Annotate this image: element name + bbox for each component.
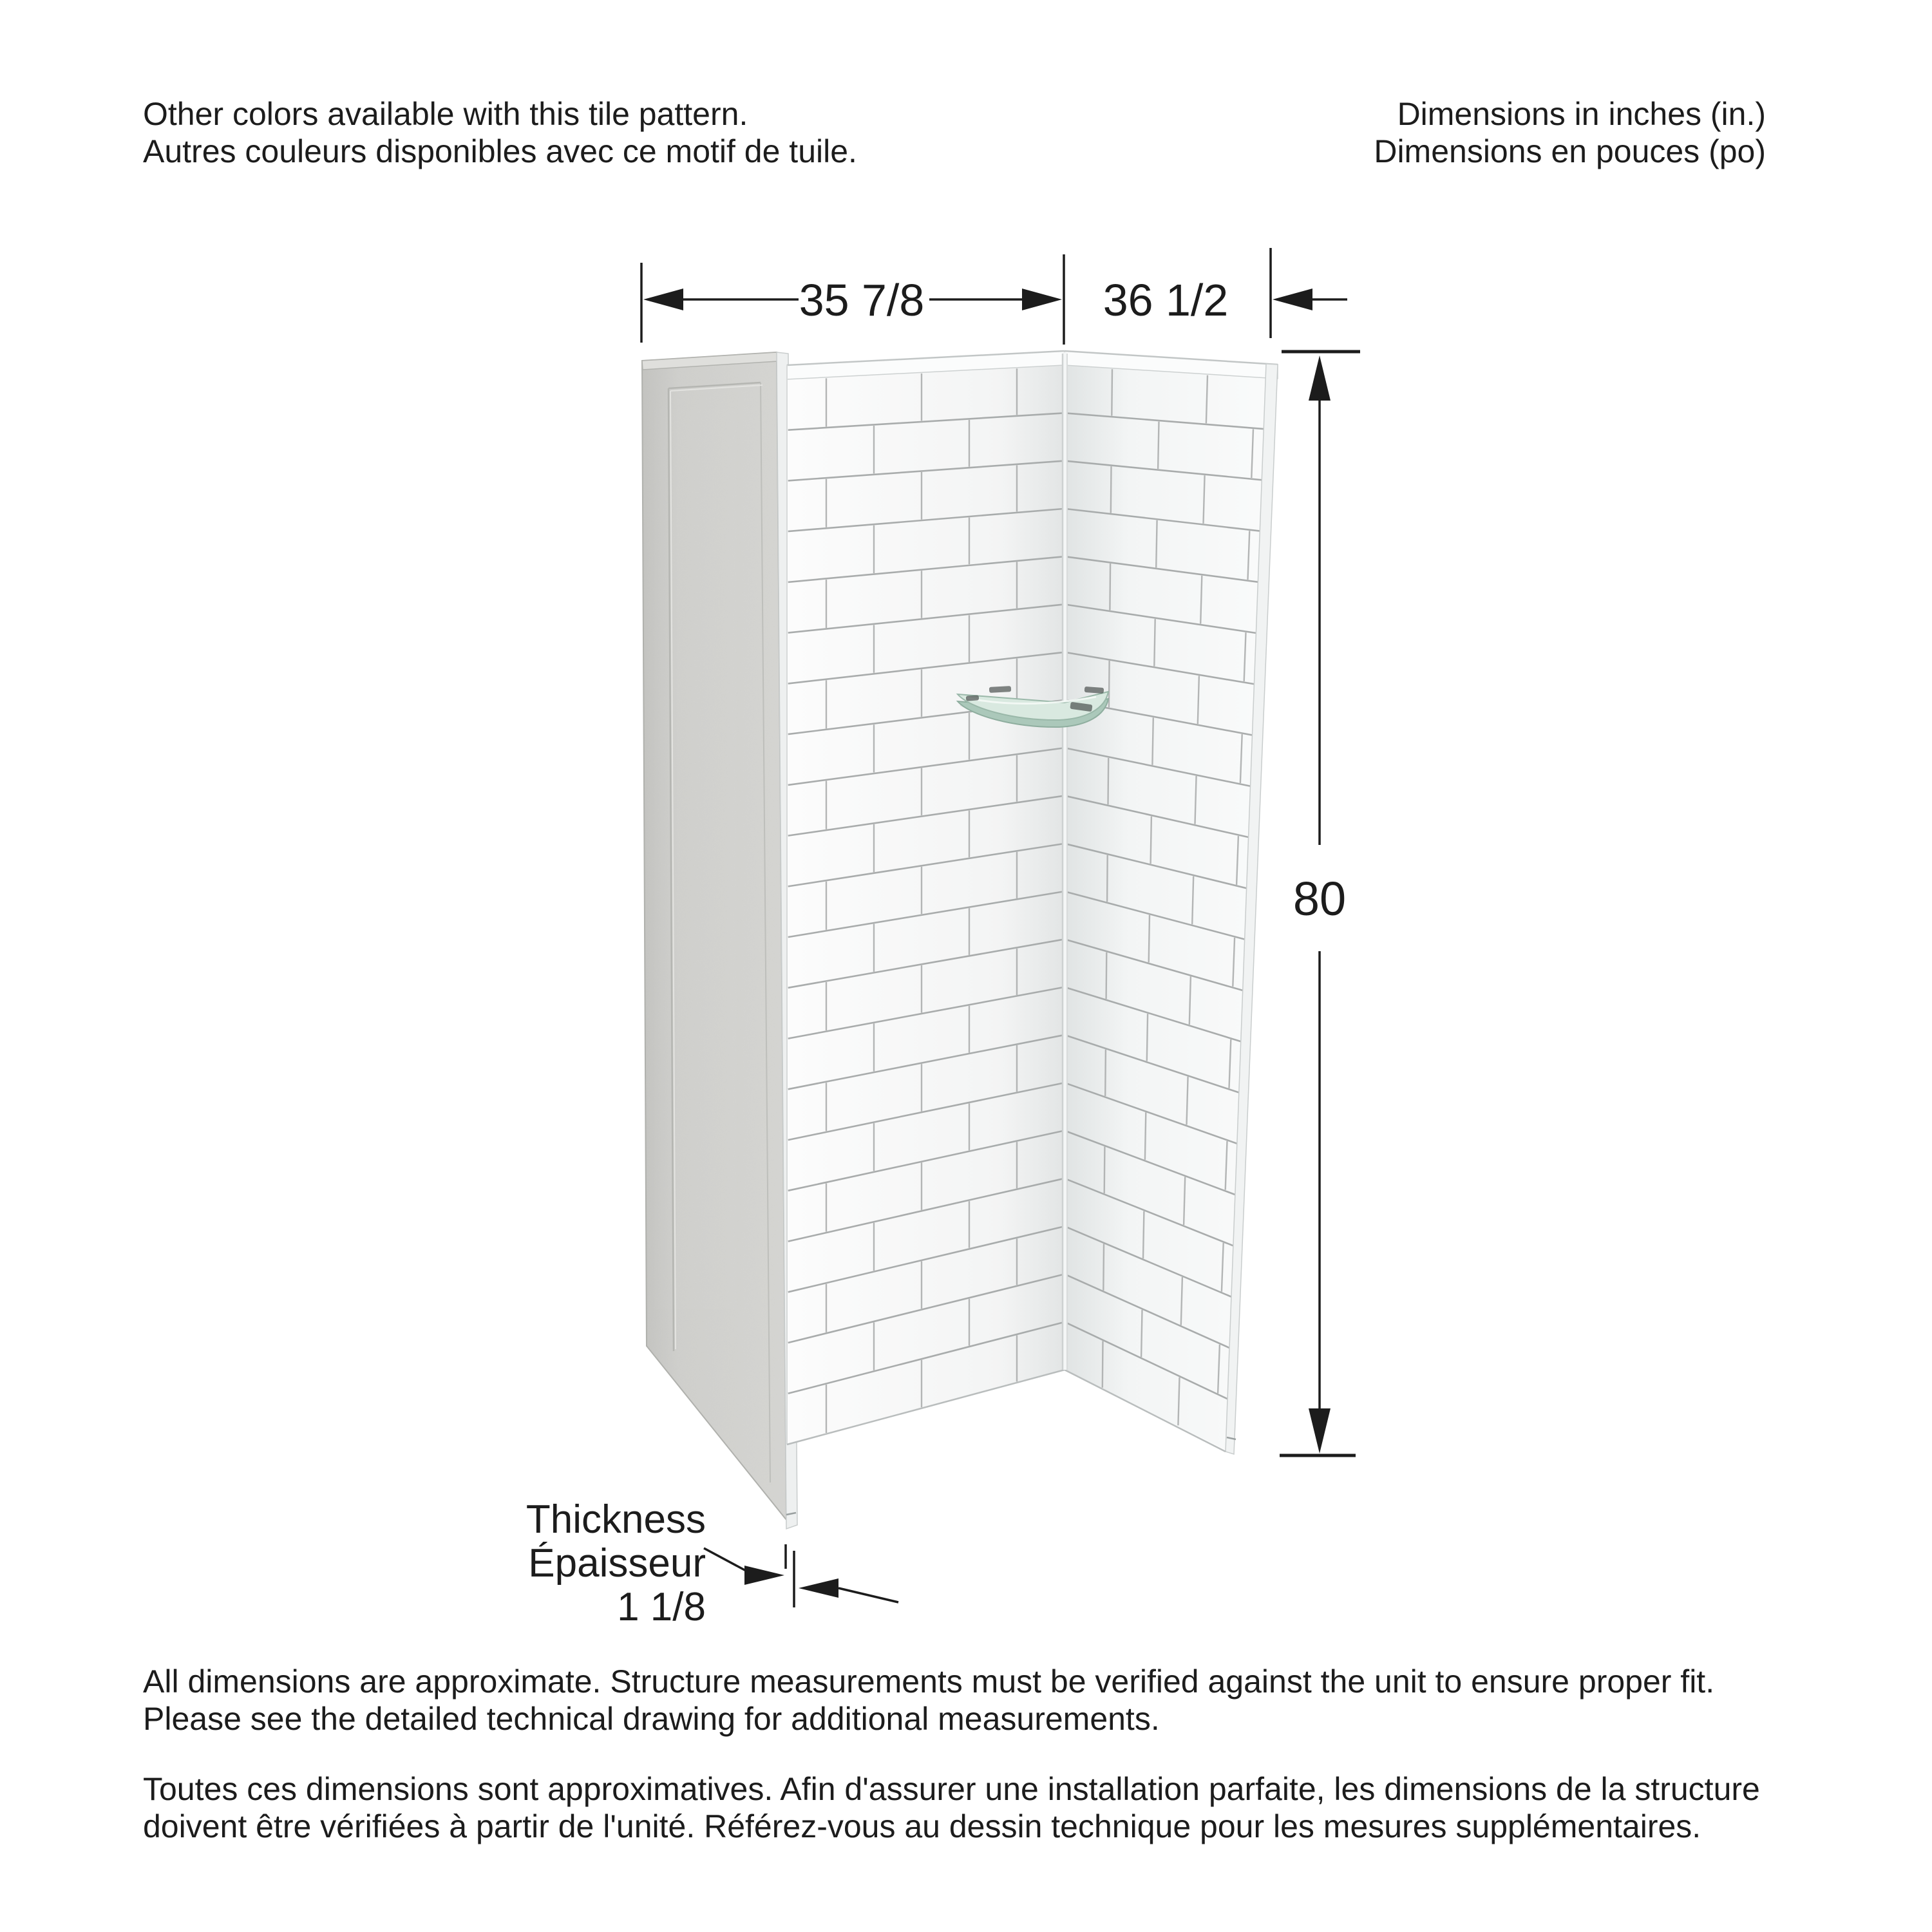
width-right-value: 36 1/2 xyxy=(1103,275,1229,325)
note-other-colors-line-fr: Autres couleurs disponibles avec ce motif de tuile. xyxy=(143,133,857,169)
arrow-right-icon xyxy=(1022,289,1062,310)
right-wall xyxy=(1065,351,1278,1454)
height-value: 80 xyxy=(1293,872,1347,925)
arrow-left-icon xyxy=(1273,289,1312,310)
left-wall xyxy=(787,351,1065,1444)
dimension-width-left xyxy=(643,275,1062,325)
width-left-value: 35 7/8 xyxy=(799,275,925,325)
dimension-height xyxy=(1280,352,1360,1455)
note-dimension-units-line-fr: Dimensions en pouces (po) xyxy=(1374,133,1766,169)
side-panel-exterior xyxy=(638,348,797,1533)
disclaimer-en-line2: Please see the detailed technical drawing for additional measurements. xyxy=(143,1701,1160,1737)
leader-tail xyxy=(838,1588,898,1602)
arrow-right-icon xyxy=(744,1566,784,1585)
disclaimer-en-line1: All dimensions are approximate. Structure measurements must be verified against the unit to ensure proper fit. xyxy=(143,1663,1715,1700)
arrow-left-icon xyxy=(799,1578,838,1598)
disclaimer-fr-line1: Toutes ces dimensions sont approximatives. Afin d'assurer une installation parfaite, les dimensions de la structure xyxy=(143,1771,1760,1807)
arrow-down-icon xyxy=(1309,1408,1331,1454)
arrow-left-icon xyxy=(643,289,683,310)
disclaimer-fr-line2: doivent être vérifiées à partir de l'unité. Référez-vous au dessin technique pour les mesures supplémentaires. xyxy=(143,1808,1701,1844)
right-wall-corner-shading xyxy=(1065,365,1129,1403)
dimension-thickness xyxy=(526,1497,898,1629)
arrow-up-icon xyxy=(1309,355,1331,401)
note-dimension-units-line-en: Dimensions in inches (in.) xyxy=(1397,96,1766,132)
dimension-width-right xyxy=(1103,275,1347,325)
left-wall-corner-shading xyxy=(1000,365,1065,1387)
thickness-label-fr: Épaisseur xyxy=(528,1541,706,1586)
note-other-colors-line-en: Other colors available with this tile pattern. xyxy=(143,96,748,132)
thickness-label-en: Thickness xyxy=(526,1497,706,1542)
corner-joint xyxy=(1063,352,1067,1370)
leader-line xyxy=(704,1548,748,1572)
thickness-value: 1 1/8 xyxy=(617,1585,706,1629)
